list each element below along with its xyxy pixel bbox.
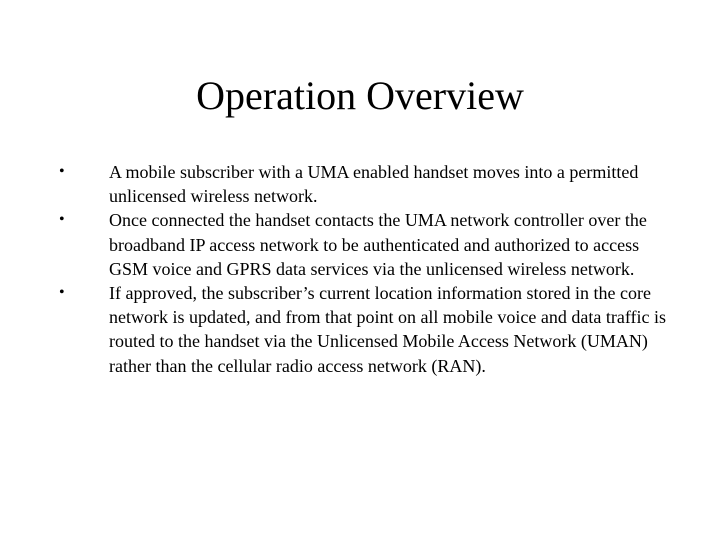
- bullet-icon: •: [59, 284, 65, 302]
- bullet-item: [0, 160, 720, 208]
- bullet-icon: •: [59, 211, 65, 229]
- bullet-item: [0, 281, 720, 378]
- bullet-text: Once connected the handset contacts the UMA network controller over the broadband IP access network to be authenticated and authorized to access GSM voice and GPRS data services via the unlicensed wireless network.: [109, 210, 647, 279]
- bullet-list: [0, 160, 720, 378]
- bullet-item: [0, 208, 720, 281]
- slide-title: Operation Overview: [196, 73, 524, 118]
- bullet-icon: •: [59, 163, 65, 180]
- bullet-text: A mobile subscriber with a UMA enabled handset moves into a permitted unlicensed wireless network.: [109, 162, 639, 207]
- bullet-text: If approved, the subscriber’s current location information stored in the core network is updated, and from that point on all mobile voice and data traffic is routed to the handset via the Unlicensed Mobile Access Network (UMAN) rather than the cellular radio access network (RAN).: [109, 283, 667, 376]
